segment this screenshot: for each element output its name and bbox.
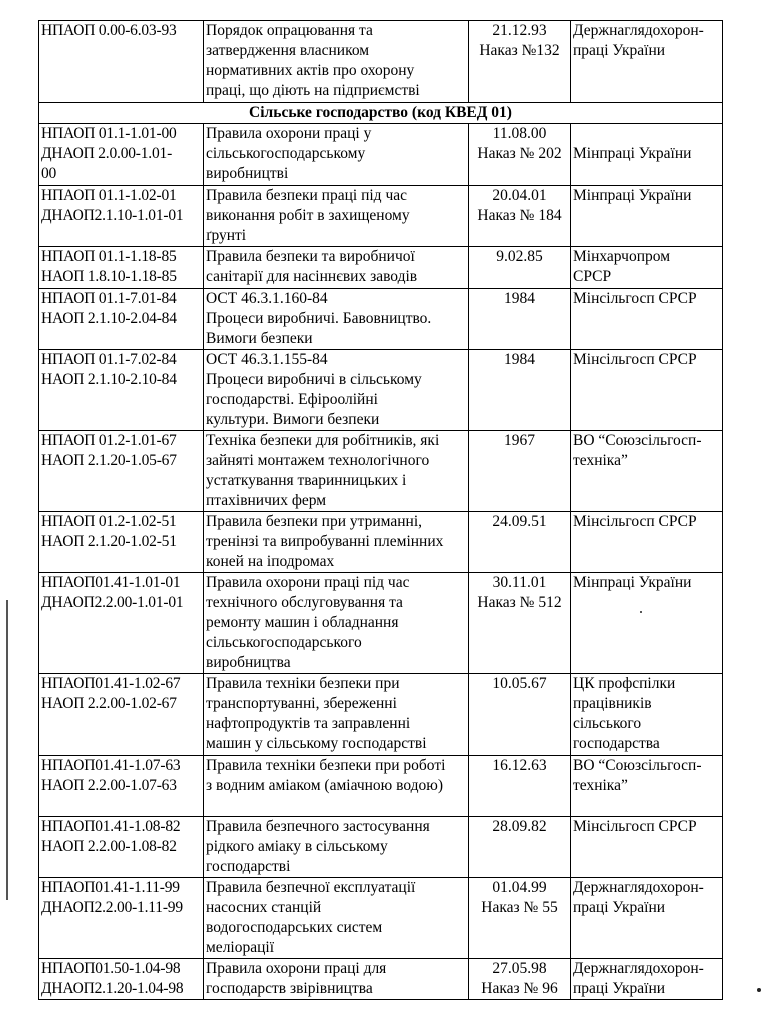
table-row: [39, 431, 723, 512]
approval-date: 01.04.99 Наказ № 55: [469, 878, 571, 959]
approving-authority: ЦК профспілки працівників сільського господарства: [571, 674, 723, 756]
approving-authority: Мінхарчопром СРСР: [571, 247, 723, 289]
approval-date: 24.09.51: [469, 512, 571, 573]
approving-authority: Мінпраці України: [571, 573, 723, 674]
regulation-title: ОСТ 46.3.1.155-84 Процеси виробничі в сільському господарстві. Ефіроолійні культури. Вимоги безпеки: [204, 350, 469, 431]
approval-date: 1984: [469, 350, 571, 431]
table-row: [39, 756, 723, 817]
scan-artifact: [6, 600, 8, 900]
regulation-code: НПАОП01.41-1.07-63 НАОП 2.2.00-1.07-63: [39, 756, 204, 817]
approving-authority: Держнаглядохорон- праці України: [571, 878, 723, 959]
approving-authority: Мінсільгосп СРСР: [571, 512, 723, 573]
approval-date: 28.09.82: [469, 817, 571, 878]
regulation-title: Правила безпеки праці під час виконання робіт в захищеному ґрунті: [204, 186, 469, 247]
table-row: [39, 573, 723, 674]
approval-date: 1967: [469, 431, 571, 512]
regulation-title: Правила безпечної експлуатації насосних станцій водогосподарських систем меліорації: [204, 878, 469, 959]
regulation-code: НПАОП 01.1-7.01-84 НАОП 2.1.10-2.04-84: [39, 289, 204, 350]
table-row: [39, 247, 723, 289]
regulation-code: НПАОП 01.1-1.02-01 ДНАОП2.1.10-1.01-01: [39, 186, 204, 247]
regulation-title: Правила безпечного застосування рідкого аміаку в сільському господарстві: [204, 817, 469, 878]
regulation-code: НПАОП 01.1-1.01-00 ДНАОП 2.0.00-1.01- 00: [39, 124, 204, 186]
table-row: [39, 21, 723, 103]
approval-date: 21.12.93 Наказ №132: [469, 21, 571, 103]
table-row: [39, 878, 723, 959]
regulation-title: Правила безпеки та виробничої санітарії для насіннєвих заводів: [204, 247, 469, 289]
regulation-code: НПАОП 01.1-7.02-84 НАОП 2.1.10-2.10-84: [39, 350, 204, 431]
regulation-title: Правила охорони праці у сільськогосподарському виробництві: [204, 124, 469, 186]
regulation-title: Правила техніки безпеки при транспортуванні, збереженні нафтопродуктів та заправленні машин у сільському господарстві: [204, 674, 469, 756]
regulation-title: Правила безпеки при утриманні, тренінзі та випробуванні племінних коней на іподромах: [204, 512, 469, 573]
regulation-code: НПАОП01.41-1.11-99 ДНАОП2.2.00-1.11-99: [39, 878, 204, 959]
approving-authority: ВО “Союзсільгосп- техніка”: [571, 756, 723, 817]
approval-date: 30.11.01 Наказ № 512: [469, 573, 571, 674]
regulation-code: НПАОП 01.1-1.18-85 НАОП 1.8.10-1.18-85: [39, 247, 204, 289]
section-header-row: [39, 103, 723, 124]
regulation-title: ОСТ 46.3.1.160-84 Процеси виробничі. Бавовництво. Вимоги безпеки: [204, 289, 469, 350]
approving-authority: Держнаглядохорон- праці України: [571, 21, 723, 103]
approving-authority: Мінсільгосп СРСР: [571, 350, 723, 431]
approval-date: 20.04.01 Наказ № 184: [469, 186, 571, 247]
approving-authority: Держнаглядохорон- праці України: [571, 959, 723, 1000]
regulation-title: Правила техніки безпеки при роботі з водним аміаком (аміачною водою): [204, 756, 469, 817]
approval-date: 11.08.00 Наказ № 202: [469, 124, 571, 186]
regulation-code: НПАОП 01.2-1.02-51 НАОП 2.1.20-1.02-51: [39, 512, 204, 573]
table-row: [39, 512, 723, 573]
approving-authority: Мінпраці України: [571, 186, 723, 247]
regulation-code: НПАОП 0.00-6.03-93: [39, 21, 204, 103]
regulation-code: НПАОП01.50-1.04-98 ДНАОП2.1.20-1.04-98: [39, 959, 204, 1000]
table-row: [39, 817, 723, 878]
approving-authority: Мінпраці України: [571, 124, 723, 186]
document-page: [38, 20, 722, 1000]
approving-authority: Мінсільгосп СРСР: [571, 289, 723, 350]
regulation-code: НПАОП01.41-1.02-67 НАОП 2.2.00-1.02-67: [39, 674, 204, 756]
approval-date: 9.02.85: [469, 247, 571, 289]
regulation-code: НПАОП01.41-1.08-82 НАОП 2.2.00-1.08-82: [39, 817, 204, 878]
table-row: [39, 124, 723, 186]
approval-date: 10.05.67: [469, 674, 571, 756]
approval-date: 16.12.63: [469, 756, 571, 817]
regulations-table: [38, 20, 723, 1000]
table-row: [39, 289, 723, 350]
table-row: [39, 186, 723, 247]
regulations-table-body: [39, 21, 723, 1000]
regulation-title: Правила охорони праці під час технічного обслуговування та ремонту машин і обладнання сільськогосподарського виробництва: [204, 573, 469, 674]
approving-authority: ВО “Союзсільгосп- техніка”: [571, 431, 723, 512]
regulation-title: Порядок опрацювання та затвердження власником нормативних актів про охорону праці, що діють на підприємстві: [204, 21, 469, 103]
regulation-title: Техніка безпеки для робітників, які зайняті монтажем технологічного устаткування тваринницьких і птахівничих ферм: [204, 431, 469, 512]
table-row: [39, 959, 723, 1000]
regulation-code: НПАОП 01.2-1.01-67 НАОП 2.1.20-1.05-67: [39, 431, 204, 512]
approving-authority: Мінсільгосп СРСР: [571, 817, 723, 878]
scan-speck: [757, 988, 761, 992]
section-title: Сільське господарство (код КВЕД 01): [39, 103, 723, 124]
table-row: [39, 350, 723, 431]
approval-date: 1984: [469, 289, 571, 350]
table-row: [39, 674, 723, 756]
regulation-title: Правила охорони праці для господарств звірівництва: [204, 959, 469, 1000]
regulation-code: НПАОП01.41-1.01-01 ДНАОП2.2.00-1.01-01: [39, 573, 204, 674]
approval-date: 27.05.98 Наказ № 96: [469, 959, 571, 1000]
